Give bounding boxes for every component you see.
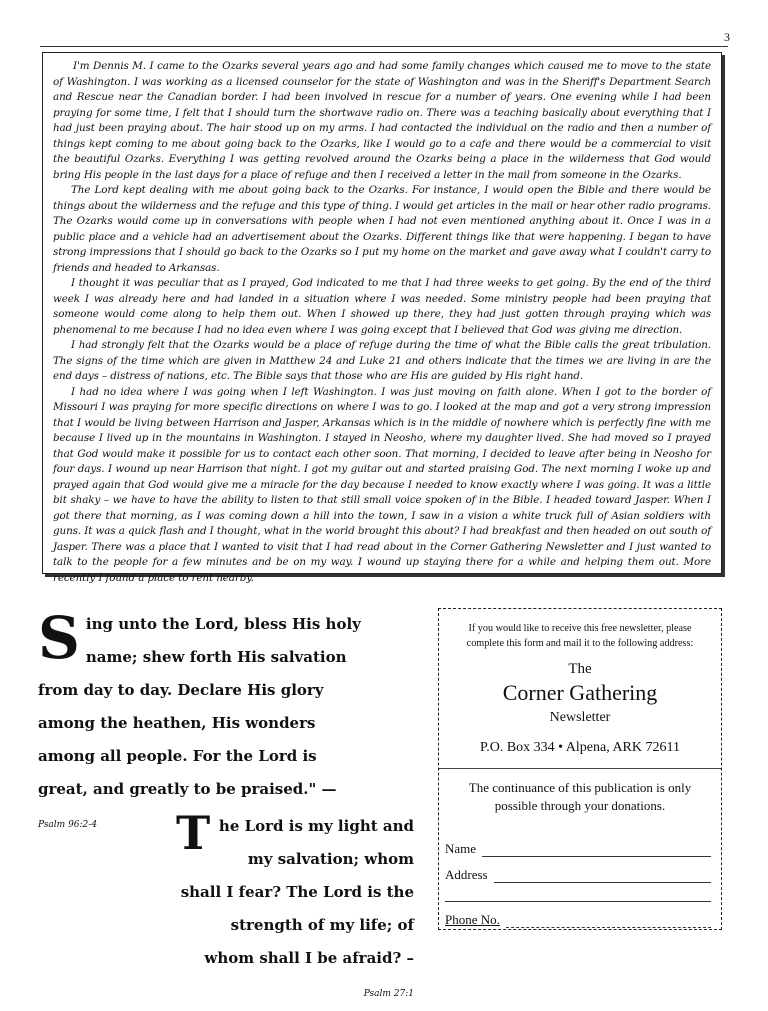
verse-citation: Psalm 27:1 bbox=[363, 989, 414, 999]
name-line[interactable] bbox=[482, 842, 711, 857]
address-line-2[interactable] bbox=[445, 891, 711, 902]
story-paragraph: I'm Dennis M. I came to the Ozarks several years ago and had some family changes which caused me to move to the state of Washington. I was working as a licensed counselor for the state of Washington and was in the Sheriff's Department Search and Rescue near the Canadian border. I had been involved in rescue for a number of years. One evening while I had been praying for some time, I felt that I should turn the shortwave radio on. There was a teaching basically about everything that I had just been praying about. The hair stood up on my arms. I had contacted the individual on the radio and then a number of things kept coming to me about going back to the Ozarks, like I would go to a cafe and there would be a commercial to visit the beautiful Ozarks. Everything I was getting revolved around the Ozarks being a place in the wilderness that God would bring His people in the last days for a place of refuge and then I received a letter in the mail from someone in the Ozarks. bbox=[53, 60, 711, 181]
name-label: Name bbox=[445, 841, 477, 856]
newsletter-title: Corner Gathering bbox=[502, 680, 658, 705]
name-field[interactable] bbox=[445, 831, 711, 857]
subscription-form bbox=[438, 608, 722, 930]
phone-field[interactable] bbox=[445, 902, 711, 928]
address-field[interactable] bbox=[445, 857, 711, 883]
top-rule bbox=[40, 46, 728, 47]
form-divider bbox=[439, 768, 721, 769]
mailing-address: P.O. Box 334 • Alpena, ARK 72611 bbox=[479, 740, 680, 755]
story-paragraph: The Lord kept dealing with me about going back to the Ozarks. For instance, I would open the Bible and there would be things about the wilderness and the refuge and this type of thing. I would get articles in the mail or hear other radio programs. The Ozarks would come up in conversations with people when I had not even mentioned anything about it. Once I was in a public place and a vehicle had an advertisement about the Ozarks. Different things like that were happening. I began to have strong impressions that I should go back to the Ozarks so I put my home on the market and gave away what I couldn't carry to friends and headed to Arkansas. bbox=[53, 184, 711, 274]
verse-text: he Lord is my light and my salvation; whom shall I fear? The Lord is the strength of my life; of whom shall I be afraid? – bbox=[180, 817, 414, 967]
phone-label: Phone No. bbox=[445, 912, 500, 927]
story-paragraph: I thought it was peculiar that as I prayed, God indicated to me that I had three weeks to get going. By the end of the third week I was already here and had landed in a situation where I was needed. Some ministry people had been praying that someone would come along to help them out. When I showed up there, they had just gotten through praying which was phenomenal to me because I had no idea even where I was going except that I believed that God was giving me direction. bbox=[53, 277, 711, 336]
verse-citation: Psalm 96:2-4 bbox=[38, 820, 98, 830]
address-label: Address bbox=[445, 867, 488, 882]
address-line[interactable] bbox=[494, 868, 711, 883]
verse-text: ing unto the Lord, bless His holy name; shew forth His salvation from day to day. Declare His glory among the heathen, His wonders among all people. For the Lord is great, and greatly to be praised." — bbox=[38, 615, 361, 798]
form-intro: If you would like to receive this free newsletter, please complete this form and mail it to the following address: bbox=[466, 623, 694, 649]
newsletter-subtitle: Newsletter bbox=[549, 710, 611, 725]
drop-cap: S bbox=[38, 604, 80, 672]
story-paragraph: I had no idea where I was going when I left Washington. I was just moving on faith alone. When I got to the border of Missouri I was praying for more specific directions on where I was to go. I looked at the map and got a very strong impression that I would be living between Harrison and Jasper, Arkansas which is in the middle of nowhere which is perfectly fine with me because I lived up in the mountains in Washington. I stayed in Neosho, where my daughter lived. She had moved so I prayed that God would make it possible for us to contact each other soon. That morning, I decided to leave after being in Neosho for four days. I wound up near Harrison that night. I got my guitar out and started praising God. The next morning I woke up and prayed again that God would give me a miracle for the day because I needed to know exactly where I was going. It was a little bit shaky – we have to have the ability to listen to that still small voice spoken of in the Bible. I headed toward Jasper. When I got there that morning, as I was coming down a hill into the town, I saw in a vision a white truck full of Asian soldiers with guns. It was a quick flash and I thought, what in the world brought this about? I had breakfast and then headed on out south of Jasper. There was a place that I wanted to visit that I had read about in the Corner Gathering Newsletter and I just wanted to talk to the people for a few minutes and be on my way. I wound up staying there for a while and helping them out. More recently I found a place to rent nearby. bbox=[53, 385, 711, 584]
story-paragraph: I had strongly felt that the Ozarks would be a place of refuge during the time of what the Bible calls the great tribulation. The signs of the time which are given in Matthew 24 and Luke 21 and others indicate that the times we are living in are the end days – distress of nations, etc. The Bible says that those who are His are guided by His right hand. bbox=[53, 339, 711, 382]
drop-cap: T bbox=[176, 806, 211, 860]
form-the: The bbox=[568, 661, 592, 677]
donation-note: The continuance of this publication is only possible through your donations. bbox=[468, 780, 692, 813]
scripture-psalm-27 bbox=[176, 806, 414, 1011]
page-number: 3 bbox=[724, 30, 730, 44]
phone-line[interactable] bbox=[506, 913, 711, 928]
testimony-story-box bbox=[42, 52, 722, 584]
